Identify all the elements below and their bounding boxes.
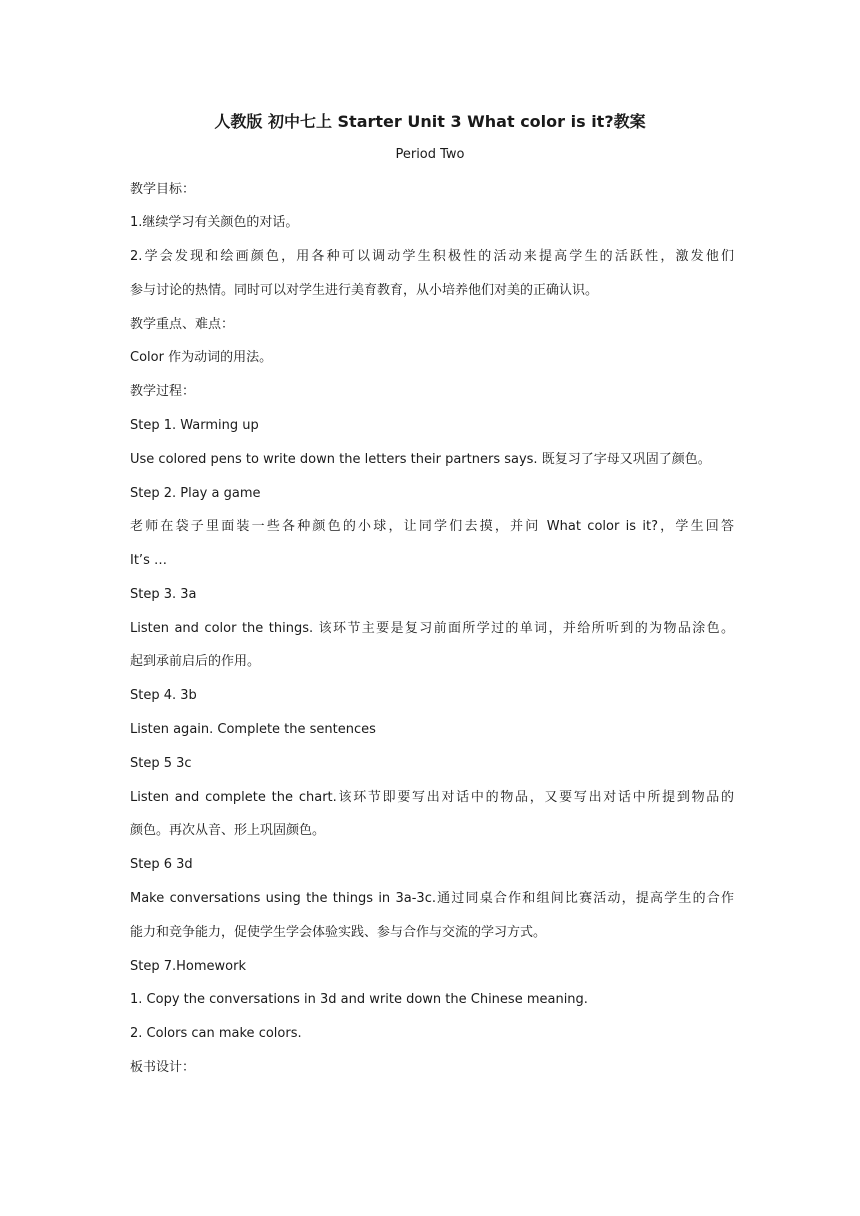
step-5-text-line-1: Listen and complete the chart.该环节即要写出对话中的物品，又要写出对话中所提到物品的 bbox=[130, 790, 734, 805]
section-heading-objectives: 教学目标： bbox=[130, 182, 196, 197]
objective-item-2-line-2: 参与讨论的热情。同时可以对学生进行美育教育，从小培养他们对美的正确认识。 bbox=[130, 283, 599, 298]
step-2-text-line-2: It’s … bbox=[130, 553, 167, 568]
step-5-text-line-2: 颜色。再次从音、形上巩固颜色。 bbox=[130, 823, 326, 838]
section-heading-key-points: 教学重点、难点： bbox=[130, 317, 235, 332]
document-title: 人教版 初中七上 Starter Unit 3 What color is it?教案 bbox=[214, 112, 646, 131]
step-6-heading: Step 6 3d bbox=[130, 857, 193, 872]
homework-item-1: 1. Copy the conversations in 3d and write down the Chinese meaning. bbox=[130, 992, 588, 1007]
step-1-text: Use colored pens to write down the letters their partners says. 既复习了字母又巩固了颜色。 bbox=[130, 452, 711, 467]
step-4-heading: Step 4. 3b bbox=[130, 688, 197, 703]
step-6-text-line-1: Make conversations using the things in 3a-3c.通过同桌合作和组间比赛活动，提高学生的合作 bbox=[130, 891, 734, 906]
objective-item-2-line-1: 2.学会发现和绘画颜色，用各种可以调动学生积极性的活动来提高学生的活跃性，激发他们 bbox=[130, 249, 734, 264]
key-point-text: Color 作为动词的用法。 bbox=[130, 350, 273, 365]
section-heading-process: 教学过程： bbox=[130, 384, 196, 399]
step-2-heading: Step 2. Play a game bbox=[130, 486, 261, 501]
step-5-heading: Step 5 3c bbox=[130, 756, 192, 771]
step-3-text-line-1: Listen and color the things. 该环节主要是复习前面所学过的单词，并给所听到的为物品涂色。 bbox=[130, 621, 734, 636]
step-7-heading: Step 7.Homework bbox=[130, 959, 246, 974]
step-3-heading: Step 3. 3a bbox=[130, 587, 197, 602]
step-4-text: Listen again. Complete the sentences bbox=[130, 722, 376, 737]
step-6-text-line-2: 能力和竞争能力，促使学生学会体验实践、参与合作与交流的学习方式。 bbox=[130, 925, 547, 940]
step-2-text-line-1: 老师在袋子里面装一些各种颜色的小球，让同学们去摸，并问 What color is it?，学生回答 bbox=[130, 519, 734, 534]
homework-item-2: 2. Colors can make colors. bbox=[130, 1026, 302, 1041]
step-3-text-line-2: 起到承前启后的作用。 bbox=[130, 654, 261, 669]
section-heading-board-design: 板书设计： bbox=[130, 1060, 196, 1075]
objective-item-1: 1.继续学习有关颜色的对话。 bbox=[130, 215, 299, 230]
document-subtitle: Period Two bbox=[395, 147, 465, 162]
step-1-heading: Step 1. Warming up bbox=[130, 418, 259, 433]
